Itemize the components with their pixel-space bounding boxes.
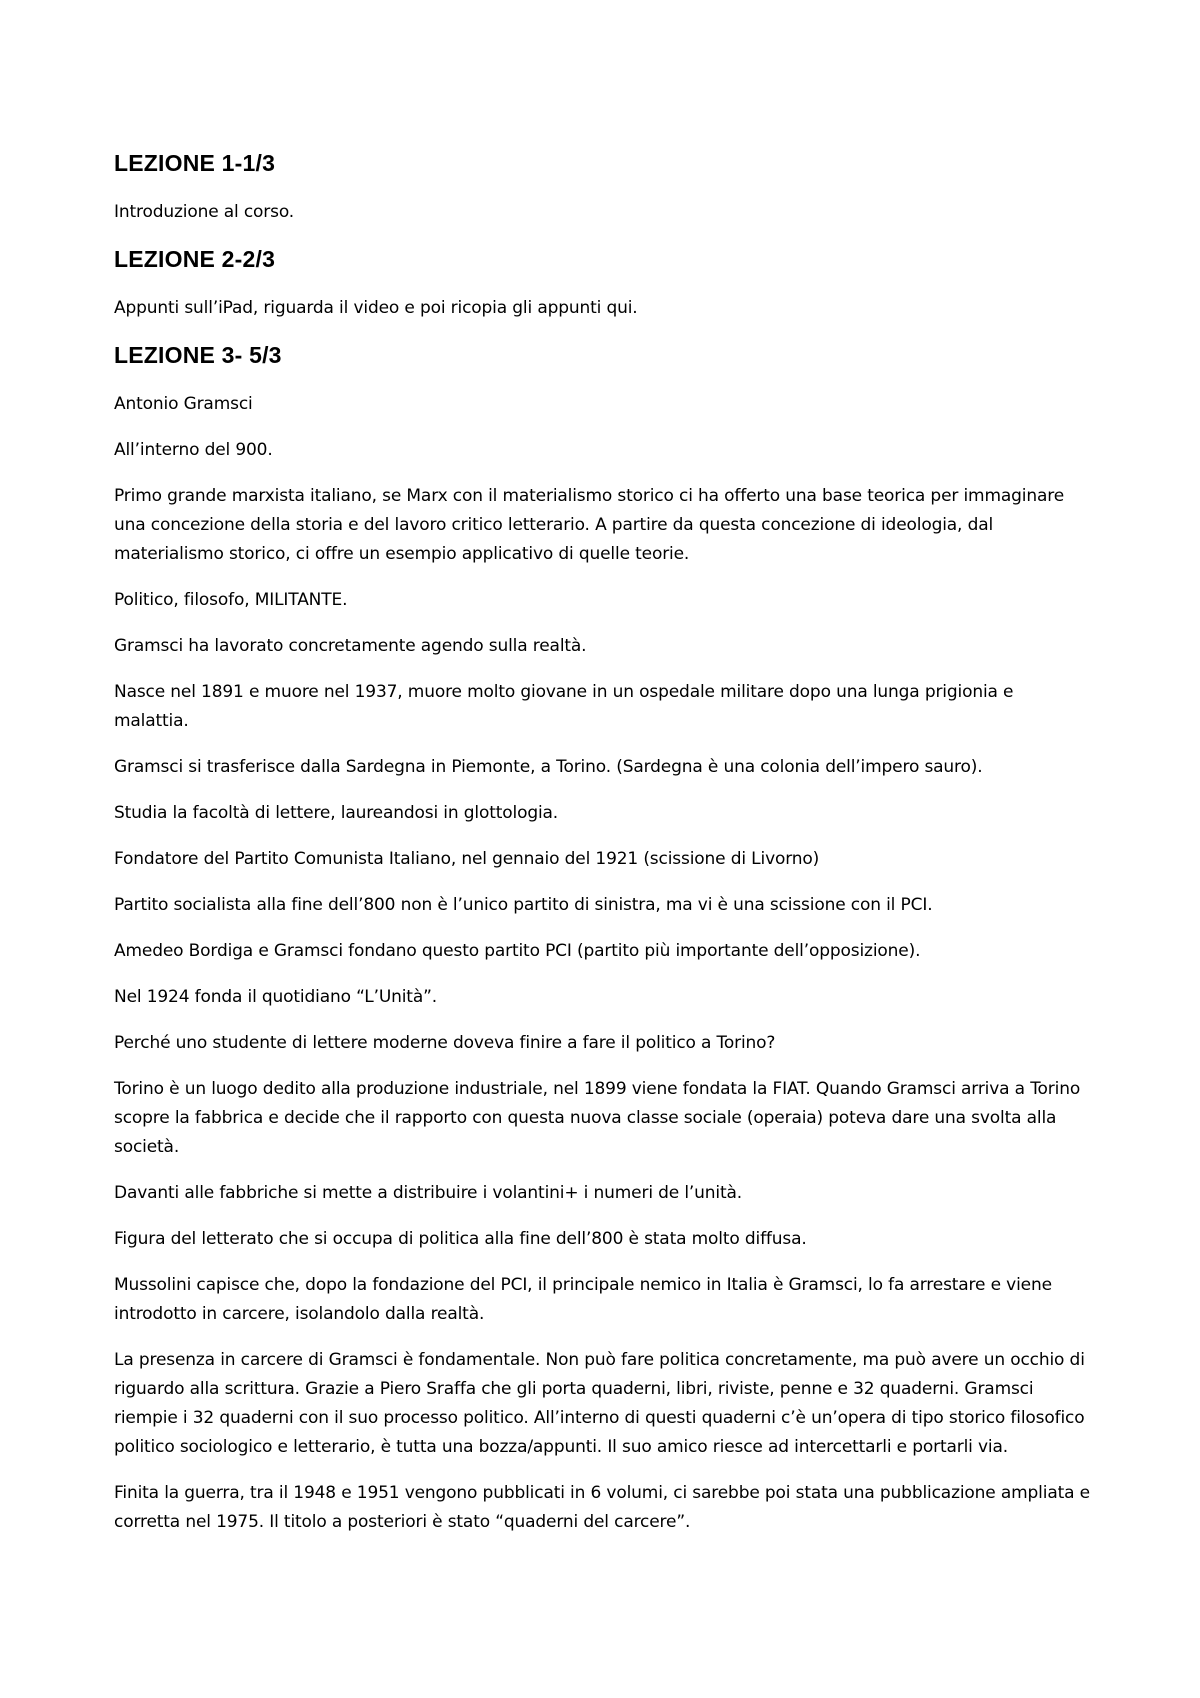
paragraph: Figura del letterato che si occupa di politica alla fine dell’800 è stata molto diffusa. — [114, 1229, 807, 1249]
paragraph: Politico, filosofo, MILITANTE. — [114, 590, 348, 610]
section-lezione-2 — [114, 244, 1090, 323]
paragraph: Introduzione al corso. — [114, 202, 295, 222]
lesson-heading: LEZIONE 2-2/3 — [114, 246, 276, 272]
lesson-heading: LEZIONE 1-1/3 — [114, 150, 276, 176]
paragraph: Perché uno studente di lettere moderne doveva finire a fare il politico a Torino? — [114, 1033, 776, 1053]
paragraph: Partito socialista alla fine dell’800 non è l’unico partito di sinistra, ma vi è una scissione con il PCI. — [114, 895, 933, 915]
paragraph: Fondatore del Partito Comunista Italiano, nel gennaio del 1921 (scissione di Livorno) — [114, 849, 820, 869]
paragraph: Torino è un luogo dedito alla produzione industriale, nel 1899 viene fondata la FIAT. Quando Gramsci arriva a Torino scopre la fabbrica e decide che il rapporto con questa nuova classe sociale (operaia) poteva dare una svolta alla società. — [114, 1079, 1081, 1157]
lesson-heading: LEZIONE 3- 5/3 — [114, 342, 282, 368]
paragraph: Appunti sull’iPad, riguarda il video e poi ricopia gli appunti qui. — [114, 298, 638, 318]
paragraph: Davanti alle fabbriche si mette a distribuire i volantini+ i numeri de l’unità. — [114, 1183, 743, 1203]
paragraph: Nel 1924 fonda il quotidiano “L’Unità”. — [114, 987, 438, 1007]
paragraph: Gramsci si trasferisce dalla Sardegna in Piemonte, a Torino. (Sardegna è una colonia dell’impero sauro). — [114, 757, 983, 777]
paragraph: Finita la guerra, tra il 1948 e 1951 vengono pubblicati in 6 volumi, ci sarebbe poi stata una pubblicazione ampliata e corretta nel 1975. Il titolo a posteriori è stato “quaderni del carcere”. — [114, 1483, 1090, 1532]
paragraph: La presenza in carcere di Gramsci è fondamentale. Non può fare politica concretamente, ma può avere un occhio di riguardo alla scrittura. Grazie a Piero Sraffa che gli porta quaderni, libri, riviste, penne e 32 quaderni. Gramsci riempie i 32 quaderni con il suo processo politico. All’interno di questi quaderni c’è un’opera di tipo storico filosofico politico sociologico e letterario, è tutta una bozza/appunti. Il suo amico riesce ad intercettarli e portarli via. — [114, 1350, 1085, 1457]
paragraph: Amedeo Bordiga e Gramsci fondano questo partito PCI (partito più importante dell’opposizione). — [114, 941, 921, 961]
paragraph: Primo grande marxista italiano, se Marx con il materialismo storico ci ha offerto una base teorica per immaginare una concezione della storia e del lavoro critico letterario. A partire da questa concezione di ideologia, dal materialismo storico, ci offre un esempio applicativo di quelle teorie. — [114, 486, 1065, 564]
paragraph: All’interno del 900. — [114, 440, 273, 460]
paragraph: Mussolini capisce che, dopo la fondazione del PCI, il principale nemico in Italia è Gramsci, lo fa arrestare e viene introdotto in carcere, isolandolo dalla realtà. — [114, 1275, 1052, 1324]
paragraph: Nasce nel 1891 e muore nel 1937, muore molto giovane in un ospedale militare dopo una lunga prigionia e malattia. — [114, 682, 1014, 731]
paragraph: Studia la facoltà di lettere, laureandosi in glottologia. — [114, 803, 559, 823]
section-lezione-3 — [114, 340, 1090, 1537]
paragraph: Gramsci ha lavorato concretamente agendo sulla realtà. — [114, 636, 587, 656]
section-lezione-1 — [114, 148, 1090, 227]
paragraph: Antonio Gramsci — [114, 394, 253, 414]
